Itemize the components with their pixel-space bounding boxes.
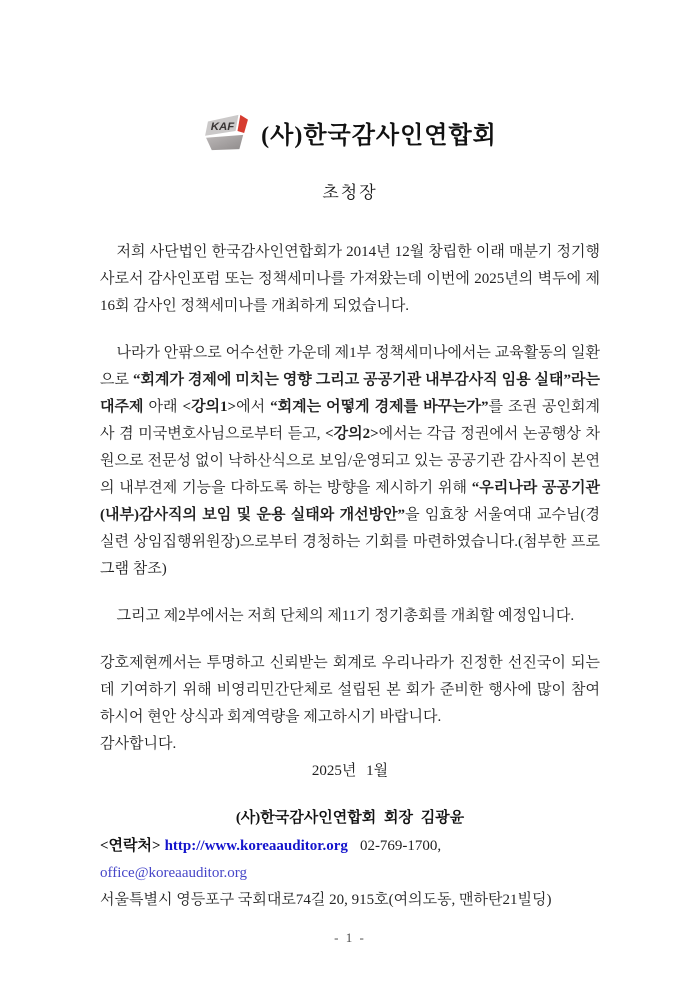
p2-segment: 에서	[236, 399, 271, 415]
p2-segment: 에서는 각급 정권에서 논공행상 차원으로 전문성 없이 낙하산식으로 보임/운영되고 있는 공공기관 감사직이 본연의 내부견제 기능을 다하도록 하는 방향을 제시하기 위해	[100, 426, 600, 496]
p2-segment: 을 임효창 서울여대 교수님(경실련 상임집행위원장)으로부터 경청하는 기회를 마련하였습니다.(첨부한 프로그램 참조)	[100, 507, 600, 577]
signature-line: (사)한국감사인연합회 회장 김광윤	[235, 810, 465, 826]
logo-kaf-text: KAF	[210, 121, 235, 134]
doc-title: 초청장	[322, 183, 378, 202]
logo-bottom-face	[206, 135, 243, 150]
paragraph-seminar	[100, 340, 600, 583]
p2-segment: 나라가 안팎으로 어수선한 가운데 제1부 정책세미나에서는 교육활동의 일환으로	[100, 345, 600, 388]
address-line: 서울특별시 영등포구 국회대로74길 20, 915호(여의도동, 맨하탄21빌딩)	[100, 892, 552, 908]
contact-label: <연락처>	[100, 838, 161, 854]
p2-bold-lecture2-title: “우리나라 공공기관 (내부)감사직의 보임 및 운용 실태와 개선방안”	[100, 480, 600, 523]
p2-segment: 를 조권 공인회계사 겸 미국변호사님으로부터 듣고,	[100, 399, 601, 442]
paragraph-thanks: 감사합니다.	[100, 736, 177, 752]
date-line: 2025년 1월	[311, 763, 389, 779]
paragraph-intro: 저희 사단법인 한국감사인연합회가 2014년 12월 창립한 이래 매분기 정기행사로서 감사인포럼 또는 정책세미나를 가져왔는데 이번에 2025년의 벽두에 제16회 감사인 정책세미나를 개최하게 되었습니다.	[100, 244, 600, 314]
p2-segment: 아래	[143, 399, 183, 415]
p2-bold-lecture1: <강의1>	[182, 399, 237, 415]
email-link[interactable]: office@koreaauditor.org	[100, 865, 247, 881]
contact-block	[100, 833, 600, 914]
phone-number: 02-769-1700,	[359, 838, 442, 854]
contact-line	[100, 833, 600, 860]
org-name: (사)한국감사인연합회	[261, 122, 497, 149]
paragraph-closing: 강호제현께서는 투명하고 신뢰받는 회계로 우리나라가 진정한 선진국이 되는데 기여하기 위해 비영리민간단체로 설립된 본 회가 준비한 행사에 많이 참여하시어 현안 상식과 회계역량을 제고하시기 바랍니다.	[100, 655, 600, 725]
p2-bold-lecture2: <강의2>	[325, 426, 379, 442]
website-link[interactable]: http://www.koreaauditor.org	[164, 838, 348, 854]
paragraph-general-meeting: 그리고 제2부에서는 저희 단체의 제11기 정기총회를 개최할 예정입니다.	[116, 608, 575, 624]
contact-line	[100, 860, 600, 887]
logo-red-facet	[238, 115, 248, 133]
page-number: - 1 -	[334, 930, 366, 945]
org-header	[100, 112, 600, 152]
p2-bold-lecture1-title: “회계는 어떻게 경제를 바꾸는가”	[270, 399, 489, 415]
p2-bold-theme: “회계가 경제에 미치는 영향 그리고 공공기관 내부감사직 임용 실태”라는 대주제	[100, 372, 601, 415]
kaf-logo-icon	[203, 112, 251, 152]
